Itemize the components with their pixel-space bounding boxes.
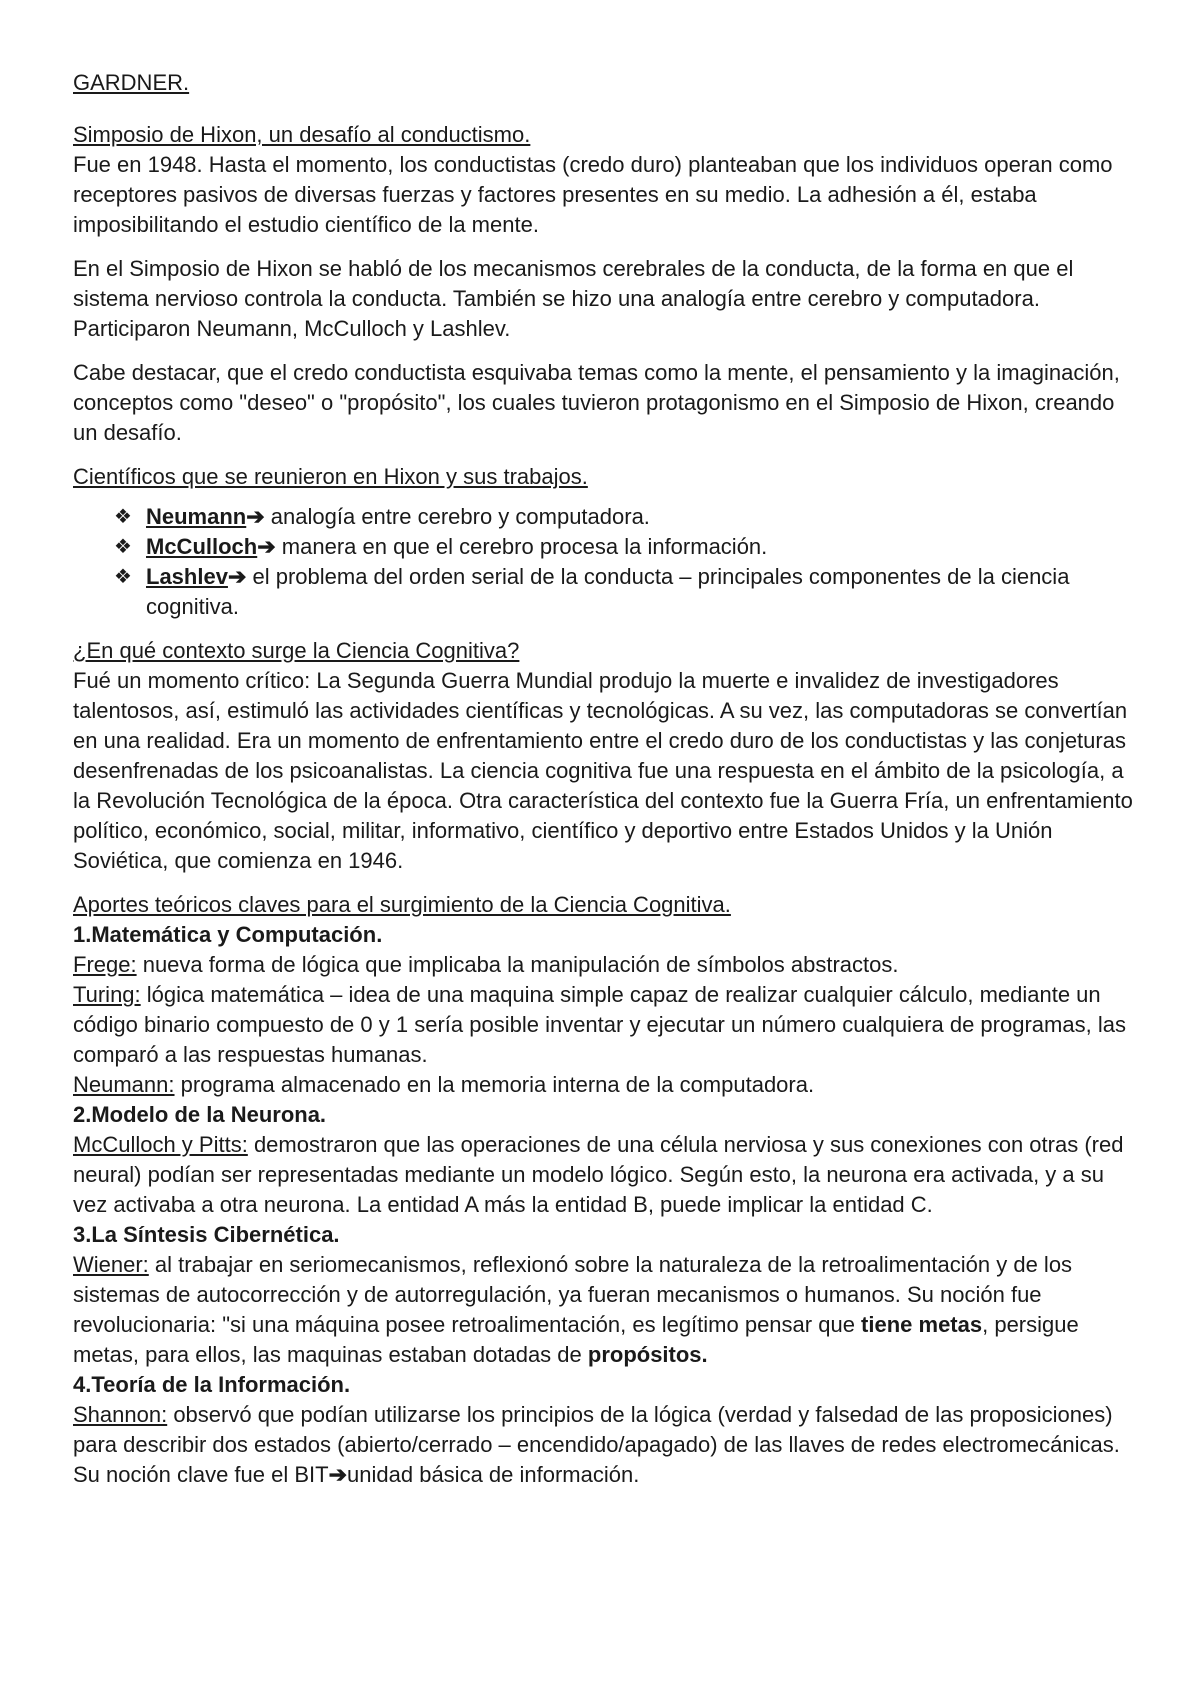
paragraph-context: Fué un momento crítico: La Segunda Guerra Mundial produjo la muerte e invalidez de investigadores talentosos, así, estimuló las actividades científicas y tecnológicas. A su vez, las computadoras se convertían en una realidad. Era un momento de enfrentamiento entre el credo duro de los conductistas y las conjeturas desenfrenadas de los psicoanalistas. La ciencia cognitiva fue una respuesta en el ámbito de la psicología, a la Revolución Tecnológica de la época. Otra característica del contexto fue la Guerra Fría, un enfrentamiento político, económico, social, militar, informativo, científico y deportivo entre Estados Unidos y la Unión Soviética, que comienza en 1946. — [73, 668, 1133, 873]
scientists-list — [73, 502, 1133, 622]
author-label: McCulloch y Pitts: — [73, 1132, 248, 1157]
author-label: Wiener: — [73, 1252, 149, 1277]
emphasis-text: tiene metas — [861, 1312, 983, 1337]
diamond-bullet-icon: ❖ — [114, 506, 132, 528]
author-text: nueva forma de lógica que implicaba la manipulación de símbolos abstractos. — [136, 952, 899, 977]
list-item — [114, 502, 1133, 532]
list-item — [114, 532, 1133, 562]
bit-text: Su noción clave fue el BIT — [73, 1462, 329, 1487]
bit-text: unidad básica de información. — [347, 1462, 640, 1487]
author-text: demostraron que las operaciones de una célula nerviosa y sus conexiones con otras (red neural) podían ser representadas mediante un modelo lógico. Según esto, la neurona era activada, y a su vez activaba a otra neurona. La entidad A más la entidad B, puede implicar la entidad C. — [73, 1132, 1124, 1217]
list-item — [114, 562, 1133, 622]
right-arrow-icon: ➔ — [328, 1462, 348, 1487]
section-heading-contributions: Aportes teóricos claves para el surgimiento de la Ciencia Cognitiva. — [73, 892, 731, 917]
paragraph-hixon-1: Fue en 1948. Hasta el momento, los conductistas (credo duro) planteaban que los individuos operan como receptores pasivos de diversas fuerzas y factores presentes en su medio. La adhesión a él, estaba imposibilitando el estudio científico de la mente. — [73, 152, 1113, 237]
author-text: programa almacenado en la memoria interna de la computadora. — [174, 1072, 815, 1097]
right-arrow-icon: ➔ — [227, 564, 247, 589]
paragraph-turing — [73, 980, 1133, 1070]
author-label: Turing: — [73, 982, 141, 1007]
scientist-name: Lashlev — [146, 564, 228, 589]
scientist-work: analogía entre cerebro y computadora. — [264, 504, 650, 529]
scientist-work: manera en que el cerebro procesa la información. — [275, 534, 768, 559]
right-arrow-icon: ➔ — [246, 504, 265, 529]
paragraph-wiener — [73, 1250, 1133, 1370]
diamond-bullet-icon: ❖ — [114, 536, 132, 558]
scientist-work: el problema del orden serial de la conducta – principales componentes de la ciencia cognitiva. — [146, 564, 1070, 619]
emphasis-text: propósitos. — [587, 1342, 708, 1367]
paragraph-bit — [73, 1460, 1133, 1490]
paragraph-neumann — [73, 1070, 1133, 1100]
scientist-name: Neumann — [146, 504, 247, 529]
section-heading-scientists: Científicos que se reunieron en Hixon y sus trabajos. — [73, 464, 588, 489]
paragraph-hixon-2: En el Simposio de Hixon se habló de los mecanismos cerebrales de la conducta, de la forma en que el sistema nervioso controla la conducta. También se hizo una analogía entre cerebro y computadora. Participaron Neumann, McCulloch y Lashlev. — [73, 256, 1074, 341]
paragraph-frege — [73, 950, 1133, 980]
author-text: al trabajar en seriomecanismos, reflexionó sobre la naturaleza de la retroalimentación y de los sistemas de autocorrección y de autorregulación, ya fueran mecanismos o humanos. Su noción fue revolucionaria: "si una máquina posee retroalimentación, es legítimo pensar que — [73, 1252, 1073, 1337]
subheading-cybernetics: 3.La Síntesis Cibernética. — [73, 1222, 340, 1247]
subheading-information: 4.Teoría de la Información. — [73, 1372, 351, 1397]
author-label: Neumann: — [73, 1072, 175, 1097]
document-title: GARDNER. — [73, 70, 190, 95]
section-heading-context: ¿En qué contexto surge la Ciencia Cognitiva? — [73, 638, 520, 663]
paragraph-shannon — [73, 1400, 1133, 1460]
scientist-name: McCulloch — [146, 534, 258, 559]
subheading-math: 1.Matemática y Computación. — [73, 922, 383, 947]
author-label: Frege: — [73, 952, 137, 977]
author-text: observó que podían utilizarse los principios de la lógica (verdad y falsedad de las proposiciones) para describir dos estados (abierto/cerrado – encendido/apagado) de las llaves de redes electromecánicas. — [73, 1402, 1120, 1457]
right-arrow-icon: ➔ — [257, 534, 276, 559]
subheading-neuron: 2.Modelo de la Neurona. — [73, 1102, 327, 1127]
document-page — [73, 68, 1133, 1490]
section-heading-hixon: Simposio de Hixon, un desafío al conductismo. — [73, 122, 531, 147]
paragraph-hixon-3: Cabe destacar, que el credo conductista esquivaba temas como la mente, el pensamiento y la imaginación, conceptos como "deseo" o "propósito", los cuales tuvieron protagonismo en el Simposio de Hixon, creando un desafío. — [73, 360, 1120, 445]
author-label: Shannon: — [73, 1402, 168, 1427]
paragraph-mcculloch-pitts — [73, 1130, 1133, 1220]
author-text: lógica matemática – idea de una maquina simple capaz de realizar cualquier cálculo, mediante un código binario compuesto de 0 y 1 sería posible inventar y ejecutar un número cualquiera de programas, las comparó a las respuestas humanas. — [73, 982, 1126, 1067]
author-text: , persigue metas, para ellos, las maquinas estaban dotadas de — [73, 1312, 1079, 1367]
diamond-bullet-icon: ❖ — [114, 566, 132, 588]
